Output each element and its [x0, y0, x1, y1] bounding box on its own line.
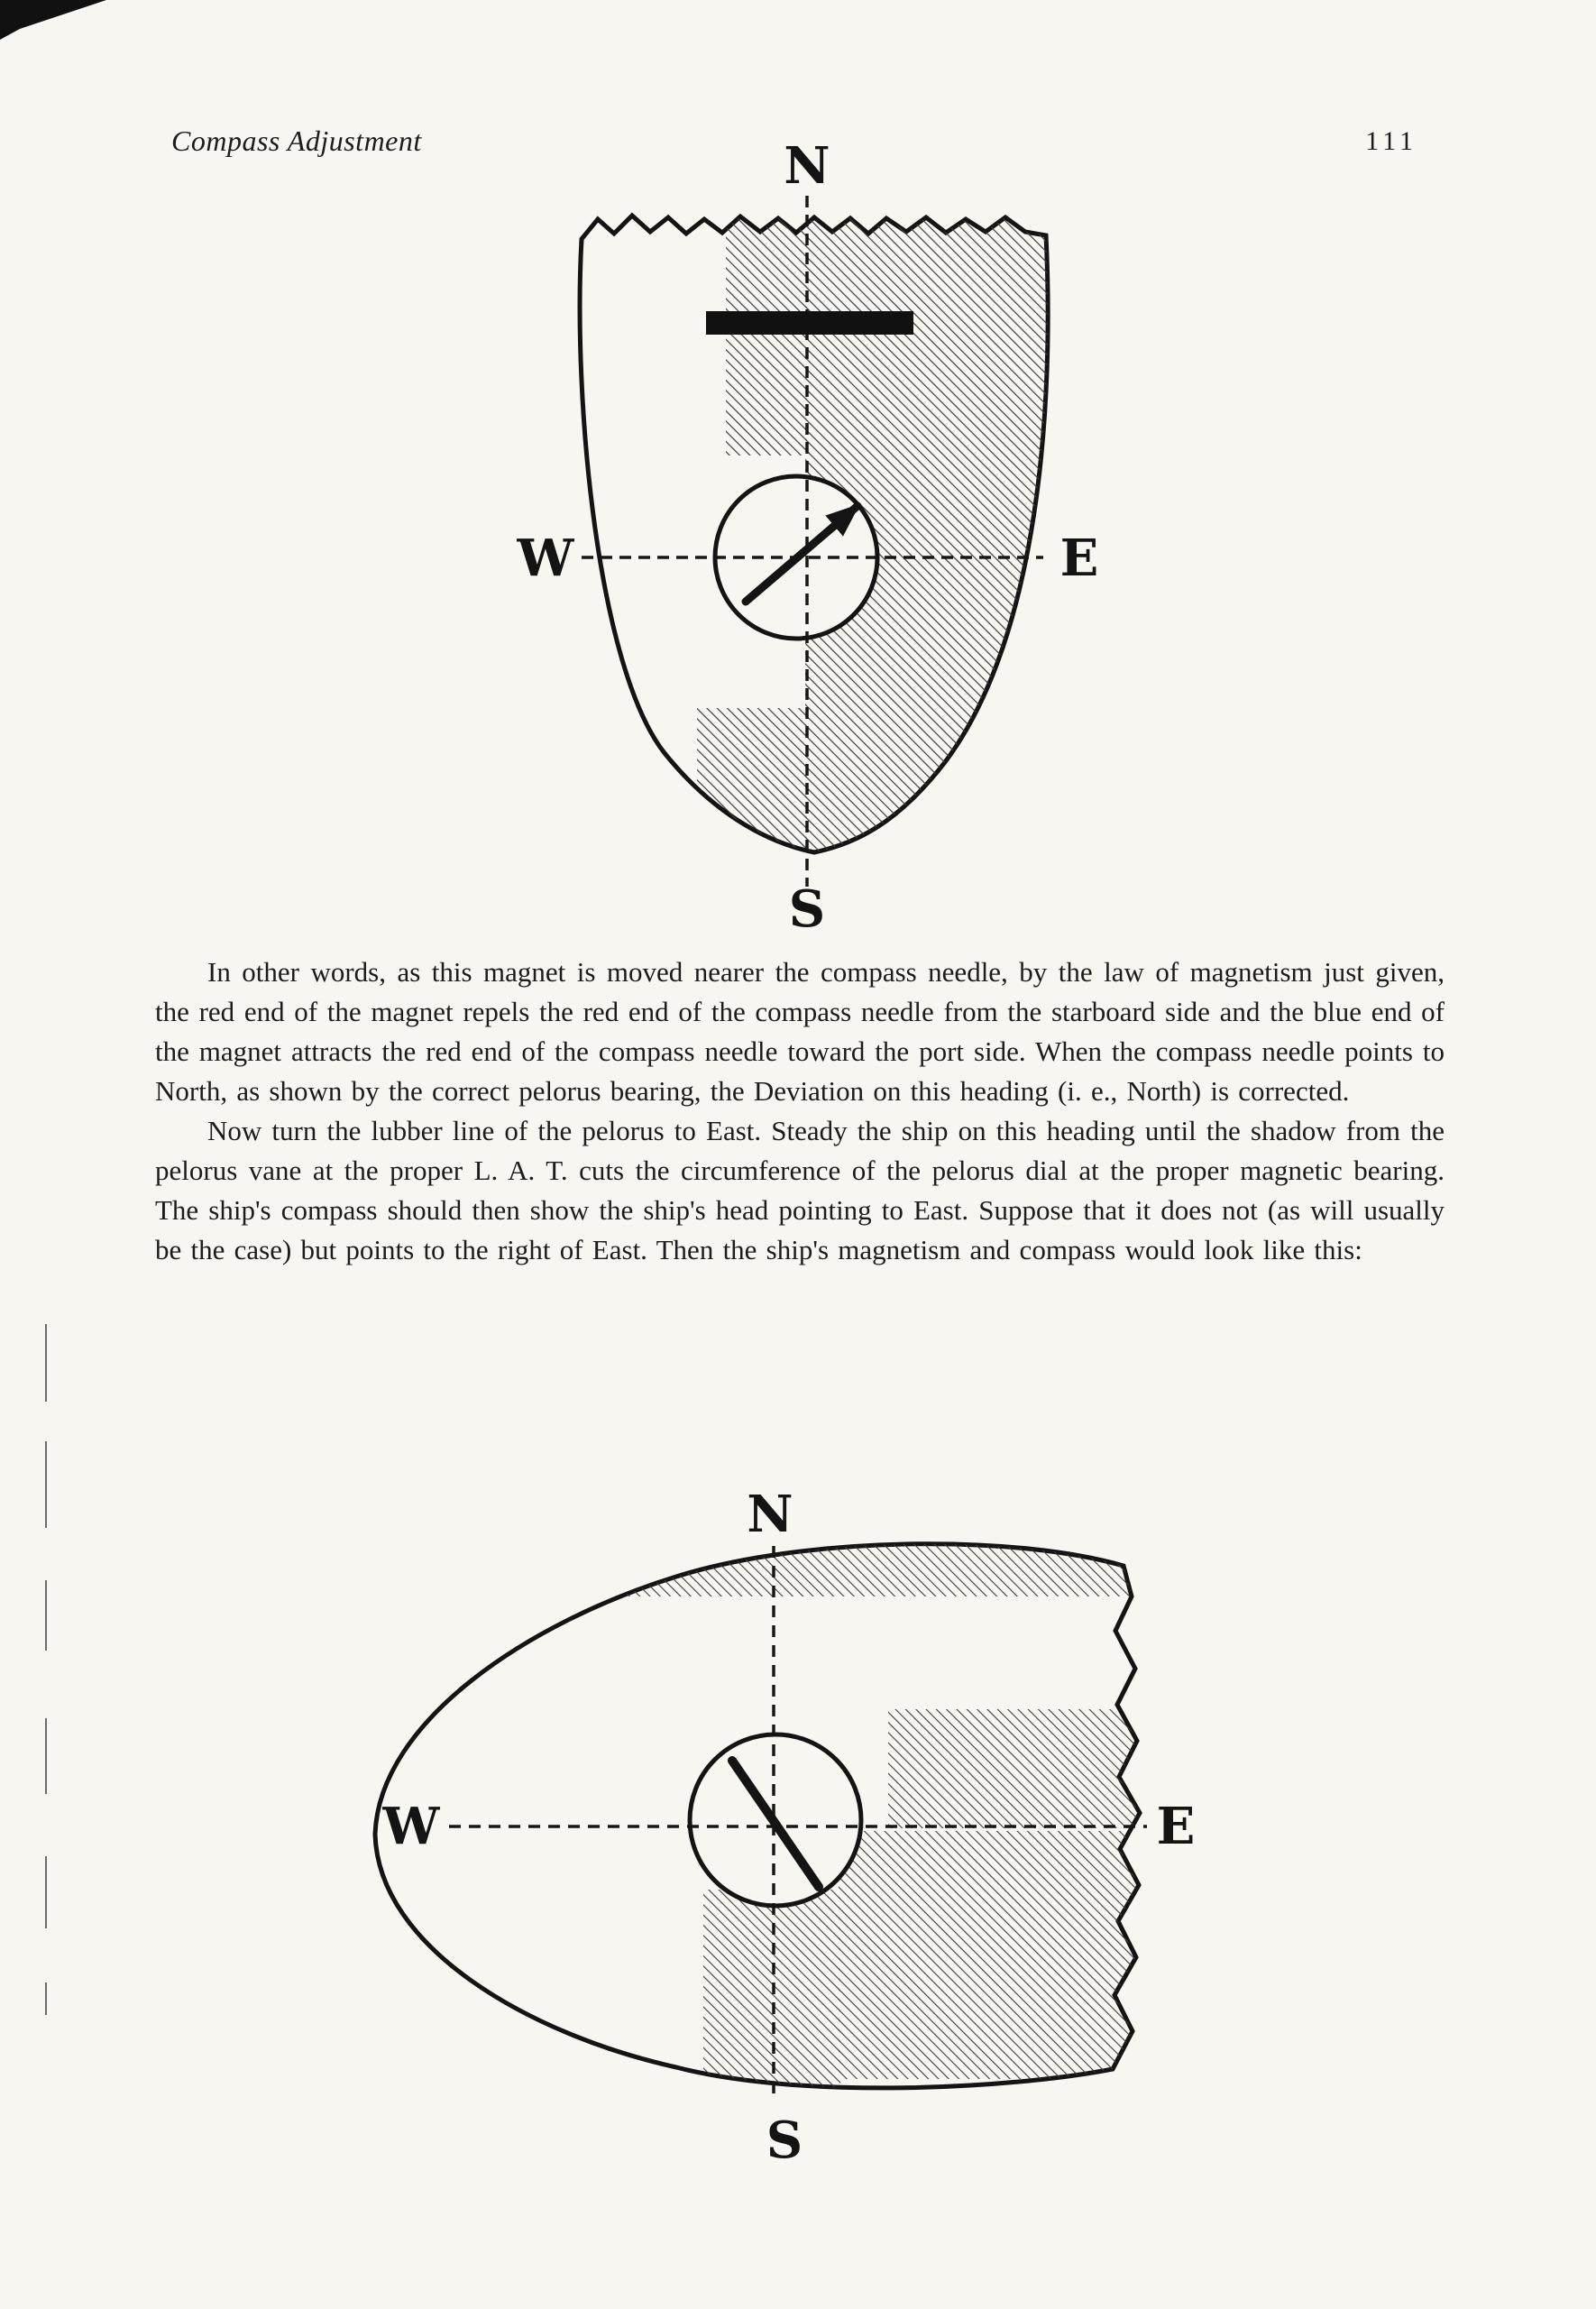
- compass-label-south: S: [766, 2111, 803, 2170]
- scan-artifact-mark: [45, 1324, 47, 1402]
- body-text: [155, 952, 1445, 1270]
- magnet-bar: [706, 311, 913, 335]
- compass-label-west: W: [517, 529, 574, 588]
- compass-label-east: E: [1059, 529, 1099, 588]
- compass-label-east: E: [1156, 1797, 1196, 1856]
- scan-artifact-corner: [0, 0, 117, 45]
- figure-ship-bow-left: [298, 1479, 1226, 2174]
- scan-artifact-mark: [45, 1982, 47, 2015]
- paragraph-1: In other words, as this magnet is moved nearer the compass needle, by the law of magnetism just given, the red end of the magnet repels the red end of the compass needle from the starboard side and the blue end of the magnet attracts the red end of the compass needle toward the port side. When the compass needle points to North, as shown by the correct pelorus bearing, the Deviation on this heading (i. e., North) is corrected.: [155, 956, 1445, 1107]
- paragraph-2: Now turn the lubber line of the pelorus to East. Steady the ship on this heading until the shadow from the pelorus vane at the proper L. A. T. cuts the circumference of the pelorus dial at the proper magnetic bearing. The ship's compass should then show the ship's head pointing to East. Suppose that it does not (as will usually be the case) but points to the right of East. Then the ship's magnetism and compass would look like this:: [155, 1115, 1445, 1265]
- scan-artifact-mark: [45, 1718, 47, 1794]
- scan-artifact-mark: [45, 1441, 47, 1528]
- running-title: Compass Adjustment: [171, 124, 422, 157]
- compass-label-south: S: [788, 879, 826, 934]
- compass-label-west: W: [382, 1797, 440, 1856]
- scan-artifact-mark: [45, 1580, 47, 1651]
- page-number: 111: [1365, 126, 1417, 156]
- scan-artifact-mark: [45, 1856, 47, 1928]
- figure-ship-bow-down: [455, 131, 1141, 934]
- compass-label-north: N: [747, 1485, 793, 1544]
- compass-label-north: N: [784, 136, 830, 196]
